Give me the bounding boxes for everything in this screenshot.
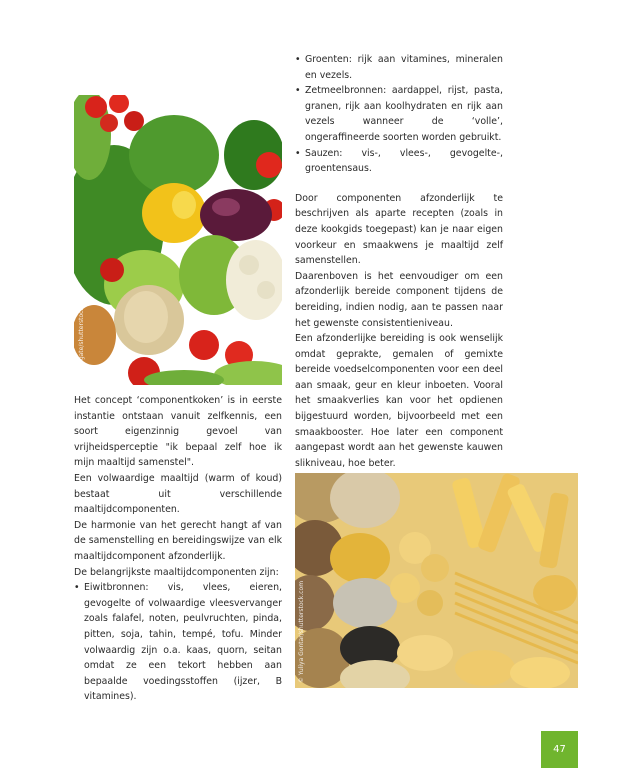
left-bullet-list bbox=[74, 580, 282, 705]
vegetables-photo bbox=[74, 95, 282, 385]
pasta-photo-credit: © Yuliya Gontar/shutterstock.com bbox=[298, 580, 305, 683]
list-item-text: Sauzen: vis-, vlees-, gevogelte-, groentensaus. bbox=[305, 147, 503, 175]
left-paragraph: Het concept ‘componentkoken’ is in eerste instantie ontstaan vanuit zelfkennis, een soort eigenzinnig gevoel van vrijheidsperceptie "ik bepaal zelf hoe ik mijn maaltijd samenstel". bbox=[74, 395, 282, 469]
bullet-icon: • bbox=[295, 54, 301, 65]
right-paragraph: Door componenten afzonderlijk te beschrijven als aparte recepten (zoals in deze kookgids toegepast) kan je naar eigen voorkeur en smaakwens je maaltijd zelf samenstellen. bbox=[295, 192, 503, 267]
list-item-text: Zetmeelbronnen: aardappel, rijst, pasta, granen, rijk aan koolhydraten en rijk aan vezels wanneer de ‘volle’, ongeraffineerde soorten worden gebruikt. bbox=[305, 85, 503, 143]
list-item-text: Eiwitbronnen: vis, vlees, eieren, gevogelte of volwaardige vleesvervanger zoals falafel, noten, peulvruchten, pinda, pitten, soja, tahin, tempé, tofu. Minder volwaardig zijn o.a. kaas, quorn, seitan omdat ze een tekort hebben aan bepaalde voedingsstoffen (ijzer, B vitamines). bbox=[84, 582, 282, 703]
bullet-icon: • bbox=[74, 582, 80, 594]
left-paragraph: De belangrijkste maaltijdcomponenten zijn: bbox=[74, 566, 279, 578]
left-text-column bbox=[74, 393, 282, 705]
list-item bbox=[295, 146, 503, 177]
vegetables-photo-credit: © Joingate/shutterstock.com bbox=[78, 292, 85, 379]
right-bullet-list bbox=[295, 52, 503, 177]
right-paragraph: Daarenboven is het eenvoudiger om een afzonderlijk bereide component tijdens de bereiding, indien nodig, aan te passen naar het gewenste consistentieniveau. bbox=[295, 270, 503, 329]
list-item bbox=[74, 580, 282, 705]
left-paragraph: De harmonie van het gerecht hangt af van de samenstelling en bereidingswijze van elk maaltijdcomponent afzonderlijk. bbox=[74, 519, 282, 562]
list-item bbox=[295, 52, 503, 83]
pasta-photo bbox=[295, 473, 578, 688]
list-item-text: Groenten: rijk aan vitamines, mineralen en vezels. bbox=[305, 54, 503, 81]
list-item bbox=[295, 83, 503, 145]
right-text-column bbox=[295, 52, 503, 471]
left-paragraph: Een volwaardige maaltijd (warm of koud) bestaat uit verschillende maaltijdcomponenten. bbox=[74, 472, 282, 516]
right-paragraph: Een afzonderlijke bereiding is ook wenselijk omdat geprakte, gemalen of gemixte bereide voedselcomponenten voor een deel aan smaak, geur en kleur inboeten. Vooral het smaakverlies kan voor het opdienen bijgestuurd worden, bijvoorbeeld met een smaakbooster. Hoe later een component aangepast wordt aan het gewenste kauwen slikniveau, hoe beter. bbox=[295, 333, 503, 469]
page-number: 47 bbox=[541, 731, 578, 768]
bullet-icon: • bbox=[295, 85, 301, 97]
bullet-icon: • bbox=[295, 147, 301, 159]
